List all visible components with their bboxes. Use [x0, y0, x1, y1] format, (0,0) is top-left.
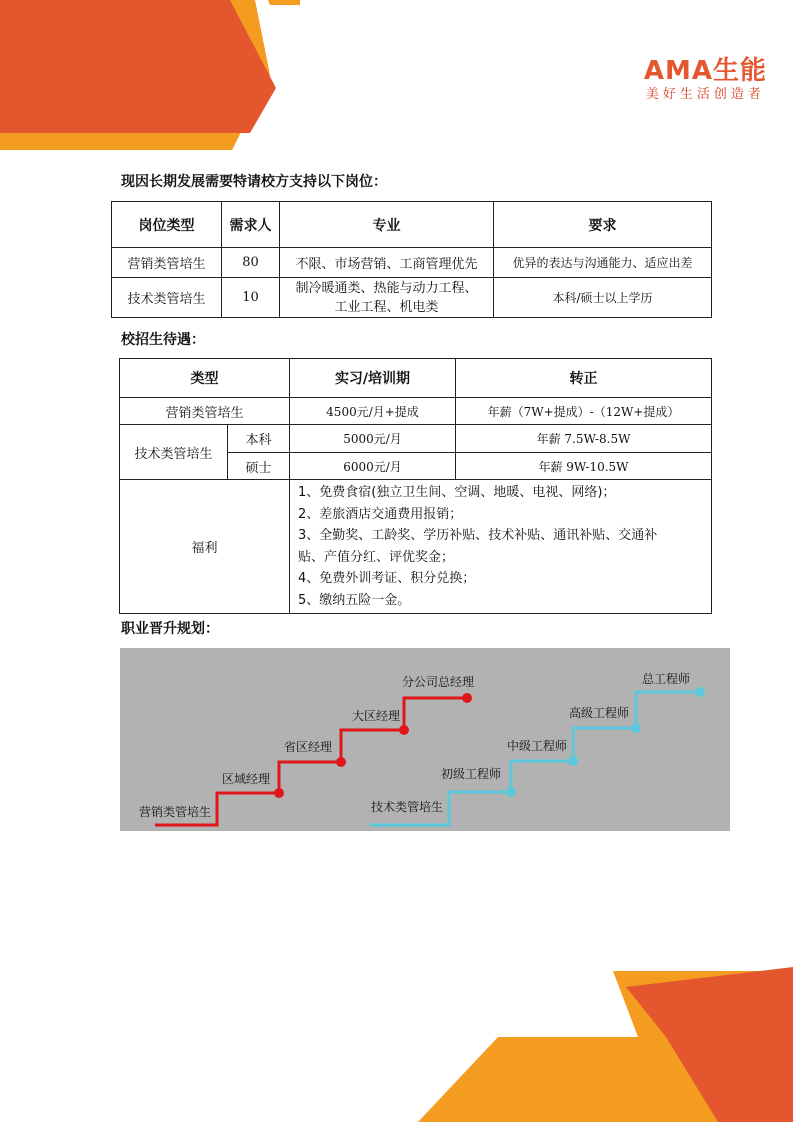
marketing-step-label: 营销类管培生 [139, 805, 212, 819]
positions-table [111, 201, 712, 318]
tech-step-label: 中级工程师 [507, 739, 568, 753]
position-type: 技术类管培生 [112, 278, 222, 318]
position-type: 营销类管培生 [112, 248, 222, 278]
requirement: 本科/硕士以上学历 [494, 278, 712, 318]
tech-node [568, 756, 578, 766]
tech-step-label: 技术类管培生 [371, 800, 444, 814]
benefit-line: 1、免费食宿(独立卫生间、空调、地暖、电视、网络)； [298, 485, 616, 500]
header-decoration [0, 0, 300, 150]
marketing-node [274, 788, 284, 798]
career-title: 职业晋升规划： [121, 621, 219, 637]
benefit-line: 3、全勤奖、工龄奖、学历补贴、技术补贴、通讯补贴、交通补 [298, 528, 658, 543]
header-headcount: 需求人 [222, 202, 280, 248]
table-row [120, 480, 712, 614]
regular-pay: 年薪 9W-10.5W [456, 453, 712, 480]
major-line: 工业工程、机电类 [334, 299, 439, 315]
table-row [120, 398, 712, 425]
major-line: 制冷暖通类、热能与动力工程、 [295, 280, 478, 296]
compensation-title: 校招生待遇： [121, 332, 205, 348]
marketing-node [336, 757, 346, 767]
benefits-label: 福利 [120, 480, 290, 614]
company-logo [644, 56, 767, 104]
tech-step-label: 初级工程师 [441, 767, 502, 781]
headcount: 10 [222, 278, 280, 318]
marketing-node [399, 725, 409, 735]
benefit-line: 4、免费外训考证、积分兑换； [298, 571, 476, 586]
logo-slogan: 美好生活创造者 [645, 87, 765, 102]
tech-step-label: 总工程师 [642, 672, 691, 686]
requirement: 优异的表达与沟通能力、适应出差 [494, 248, 712, 278]
degree-bachelor: 本科 [228, 425, 290, 453]
benefit-line: 贴、产值分红、评优奖金； [298, 549, 455, 565]
table-row [112, 248, 712, 278]
career-path-diagram [120, 648, 730, 831]
compensation-table [119, 358, 712, 614]
marketing-step-label: 分公司总经理 [402, 675, 475, 689]
header-position-type: 岗位类型 [112, 202, 222, 248]
training-pay: 5000元/月 [290, 425, 456, 453]
header-red-tip [268, 0, 300, 5]
table-row [112, 278, 712, 318]
header-type: 类型 [120, 359, 290, 398]
tech-node [695, 687, 705, 697]
type-marketing: 营销类管培生 [120, 398, 290, 425]
major: 不限、市场营销、工商管理优先 [280, 248, 494, 278]
tech-node [631, 723, 641, 733]
marketing-step-label: 大区经理 [352, 709, 401, 723]
training-pay: 4500元/月+提成 [290, 398, 456, 425]
header-major: 专业 [280, 202, 494, 248]
marketing-step-label: 省区经理 [284, 740, 333, 754]
header-regular: 转正 [456, 359, 712, 398]
tech-node [506, 787, 516, 797]
degree-master: 硕士 [228, 453, 290, 480]
benefit-line: 5、缴纳五险一金。 [298, 592, 411, 608]
logo-text: AMA生能 [643, 56, 767, 86]
major [280, 278, 494, 318]
header-red-band [0, 0, 276, 133]
positions-title: 现因长期发展需要特请校方支持以下岗位： [121, 174, 387, 190]
benefits-list [290, 480, 712, 614]
headcount: 80 [222, 248, 280, 278]
benefit-line: 2、差旅酒店交通费用报销； [298, 506, 463, 522]
regular-pay: 年薪（7W+提成）-（12W+提成） [456, 398, 712, 425]
marketing-node [462, 693, 472, 703]
header-requirement: 要求 [494, 202, 712, 248]
marketing-step-label: 区域经理 [222, 772, 271, 786]
footer-decoration [398, 965, 793, 1122]
training-pay: 6000元/月 [290, 453, 456, 480]
regular-pay: 年薪 7.5W-8.5W [456, 425, 712, 453]
tech-step-label: 高级工程师 [569, 706, 630, 720]
type-tech: 技术类管培生 [120, 425, 228, 480]
header-training: 实习/培训期 [290, 359, 456, 398]
table-row [120, 425, 712, 453]
